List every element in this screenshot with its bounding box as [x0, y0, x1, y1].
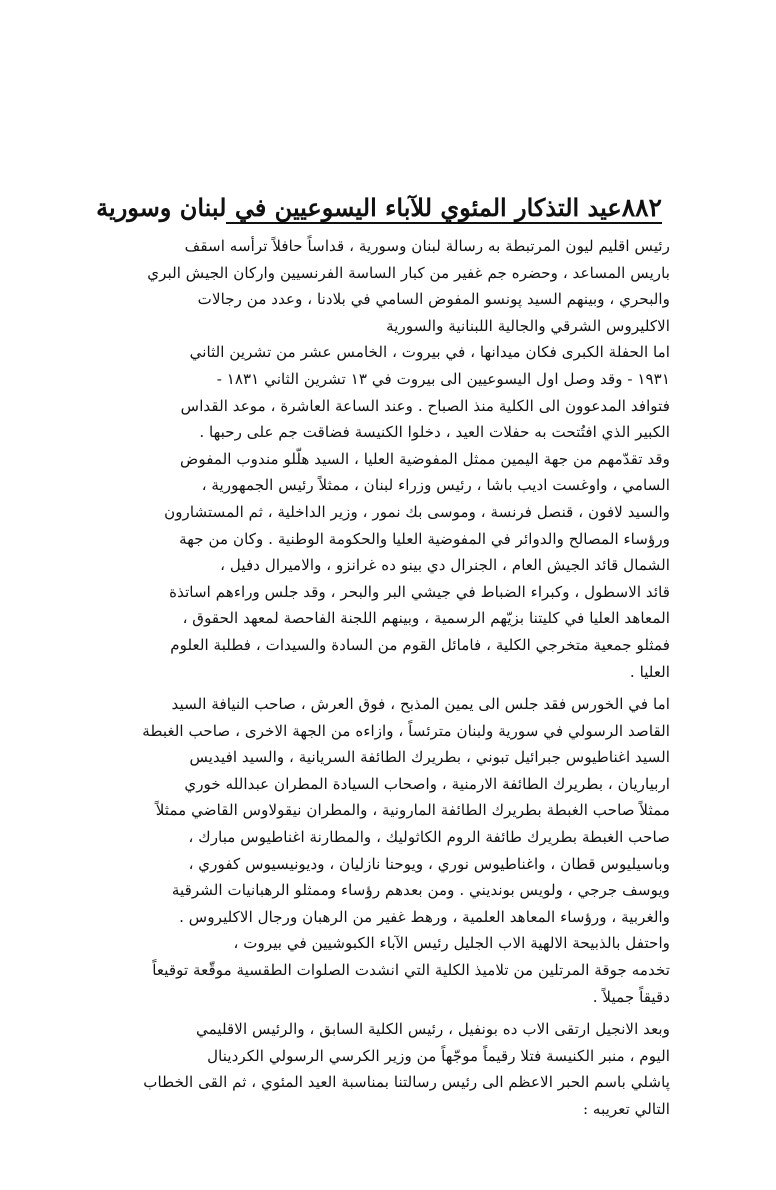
- running-title: عيد التذكار المئوي للآباء اليسوعيين في لبنان وسورية: [96, 193, 622, 222]
- text-line: السامي ، واوغست اديب باشا ، رئيس وزراء لبنان ، ممثلاً رئيس الجمهورية ،: [201, 476, 670, 495]
- text-line: ويوسف جرجي ، ولويس بونديني . ومن بعدهم رؤساء وممثلو الرهبانيات الشرقية: [171, 881, 670, 900]
- text-line: رئيس اقليم ليون المرتبطة به رسالة لبنان وسورية ، قداساً حافلاً ترأسه اسقف: [184, 237, 670, 255]
- text-line: ورؤساء المصالح والدوائر في المفوضية العليا والحكومة الوطنية . وكان من جهة: [179, 529, 670, 548]
- text-line: ١٩٣١ - وقد وصل اول اليسوعيين الى بيروت في ١٣ تشرين الثاني ١٨٣١ -: [216, 369, 670, 388]
- text-line: ممثلاً صاحب الغبطة بطريرك الطائفة المارونية ، والمطران نيقولاوس القاضي ممثلاً: [155, 801, 670, 820]
- paragraph: [128, 1016, 670, 1122]
- text-line: فمثلو جمعية متخرجي الكلية ، فامائل القوم من السادة والسيدات ، فطلبة العلوم: [170, 635, 670, 654]
- text-line: العليا .: [629, 662, 670, 681]
- text-line: اليوم ، منبر الكنيسة فتلا رقيماً موجّهاً من وزير الكرسي الرسولي الكردينال: [207, 1046, 670, 1065]
- text-line: اما في الخورس فقد جلس الى يمين المذبح ، فوق العرش ، صاحب النيافة السيد: [171, 695, 670, 714]
- body-text: [128, 233, 670, 1123]
- text-line: باريس المساعد ، وحضره جم غفير من كبار الساسة الفرنسيين واركان الجيش البري: [147, 263, 670, 282]
- page-header: [96, 176, 662, 222]
- text-line: اربياريان ، بطريرك الطائفة الارمنية ، واصحاب السيادة المطران عبدالله خوري: [184, 774, 670, 793]
- text-line: والسيد لافون ، قنصل فرنسة ، وموسى بك نمور ، وزير الداخلية ، ثم المستشارون: [164, 502, 670, 521]
- text-line: الاكليروس الشرقي والجالية اللبنانية والسورية: [386, 316, 670, 335]
- text-line: السيد اغناطيوس جبرائيل تبوني ، بطريرك الطائفة السريانية ، والسيد افيديس: [189, 748, 670, 767]
- text-line: والبحري ، وبينهم السيد پونسو المفوض السامي في بلادنا ، وعدد من رجالات: [197, 290, 670, 309]
- text-line: القاصد الرسولي في سورية ولبنان مترئساً ، وازاءه من الجهة الاخرى ، صاحب الغبطة: [142, 721, 670, 740]
- text-line: وبعد الانجيل ارتقى الاب ده بونفيل ، رئيس الكلية السابق ، والرئيس الاقليمي: [195, 1020, 670, 1039]
- text-line: وباسيليوس قطان ، واغناطيوس نوري ، ويوحنا نازليان ، وديونيسيوس كفوري ،: [188, 854, 670, 873]
- text-line: المعاهد العليا في كليتنا بزيّهم الرسمية ، وبينهم اللجنة الفاحصة لمعهد الحقوق ،: [182, 609, 670, 628]
- text-line: الشمال قائد الجيش العام ، الجنرال دي بينو ده غرانزو ، والاميرال دفيل ،: [220, 556, 670, 575]
- text-line: دقيقاً جميلاً .: [592, 987, 670, 1006]
- text-line: الكبير الذي افتُتحت به حفلات العيد ، دخلوا الكنيسة فضاقت جم على رحبها .: [199, 423, 670, 442]
- text-line: التالي تعريبه :: [582, 1100, 670, 1118]
- paragraph: [128, 339, 670, 685]
- text-line: صاحب الغبطة بطريرك طائفة الروم الكاثوليك ، والمطارنة اغناطيوس مبارك ،: [188, 828, 670, 847]
- text-line: واحتفل بالذبيحة الالهية الاب الجليل رئيس الآباء الكبوشيين في بيروت ،: [233, 934, 670, 953]
- header-rule: [226, 222, 662, 224]
- paragraph: [128, 691, 670, 1010]
- page-number: ٨٨٢: [621, 193, 662, 222]
- text-line: فتوافد المدعوون الى الكلية منذ الصباح . وعند الساعة العاشرة ، موعد القداس: [180, 396, 670, 415]
- text-line: قائد الاسطول ، وكبراء الضباط في جيشي البر والبحر ، وقد جلس وراءهم اساتذة: [169, 582, 670, 601]
- text-line: والغربية ، ورؤساء المعاهد العلمية ، ورهط غفير من الرهبان ورجال الاكليروس .: [179, 907, 670, 926]
- text-line: اما الحفلة الكبرى فكان ميدانها ، في بيروت ، الخامس عشر من تشرين الثاني: [189, 343, 670, 362]
- text-line: پاشلي باسم الحبر الاعظم الى رئيس رسالتنا بمناسبة العيد المئوي ، ثم القى الخطاب: [143, 1073, 670, 1092]
- text-line: وقد تقدّمهم من جهة اليمين ممثل المفوضية العليا ، السيد هلّلو مندوب المفوض: [180, 449, 670, 468]
- paragraph: [128, 233, 670, 339]
- text-line: تخدمه جوقة المرتلين من تلاميذ الكلية التي انشدت الصلوات الطقسية موقّعة توقيعاً: [152, 961, 670, 980]
